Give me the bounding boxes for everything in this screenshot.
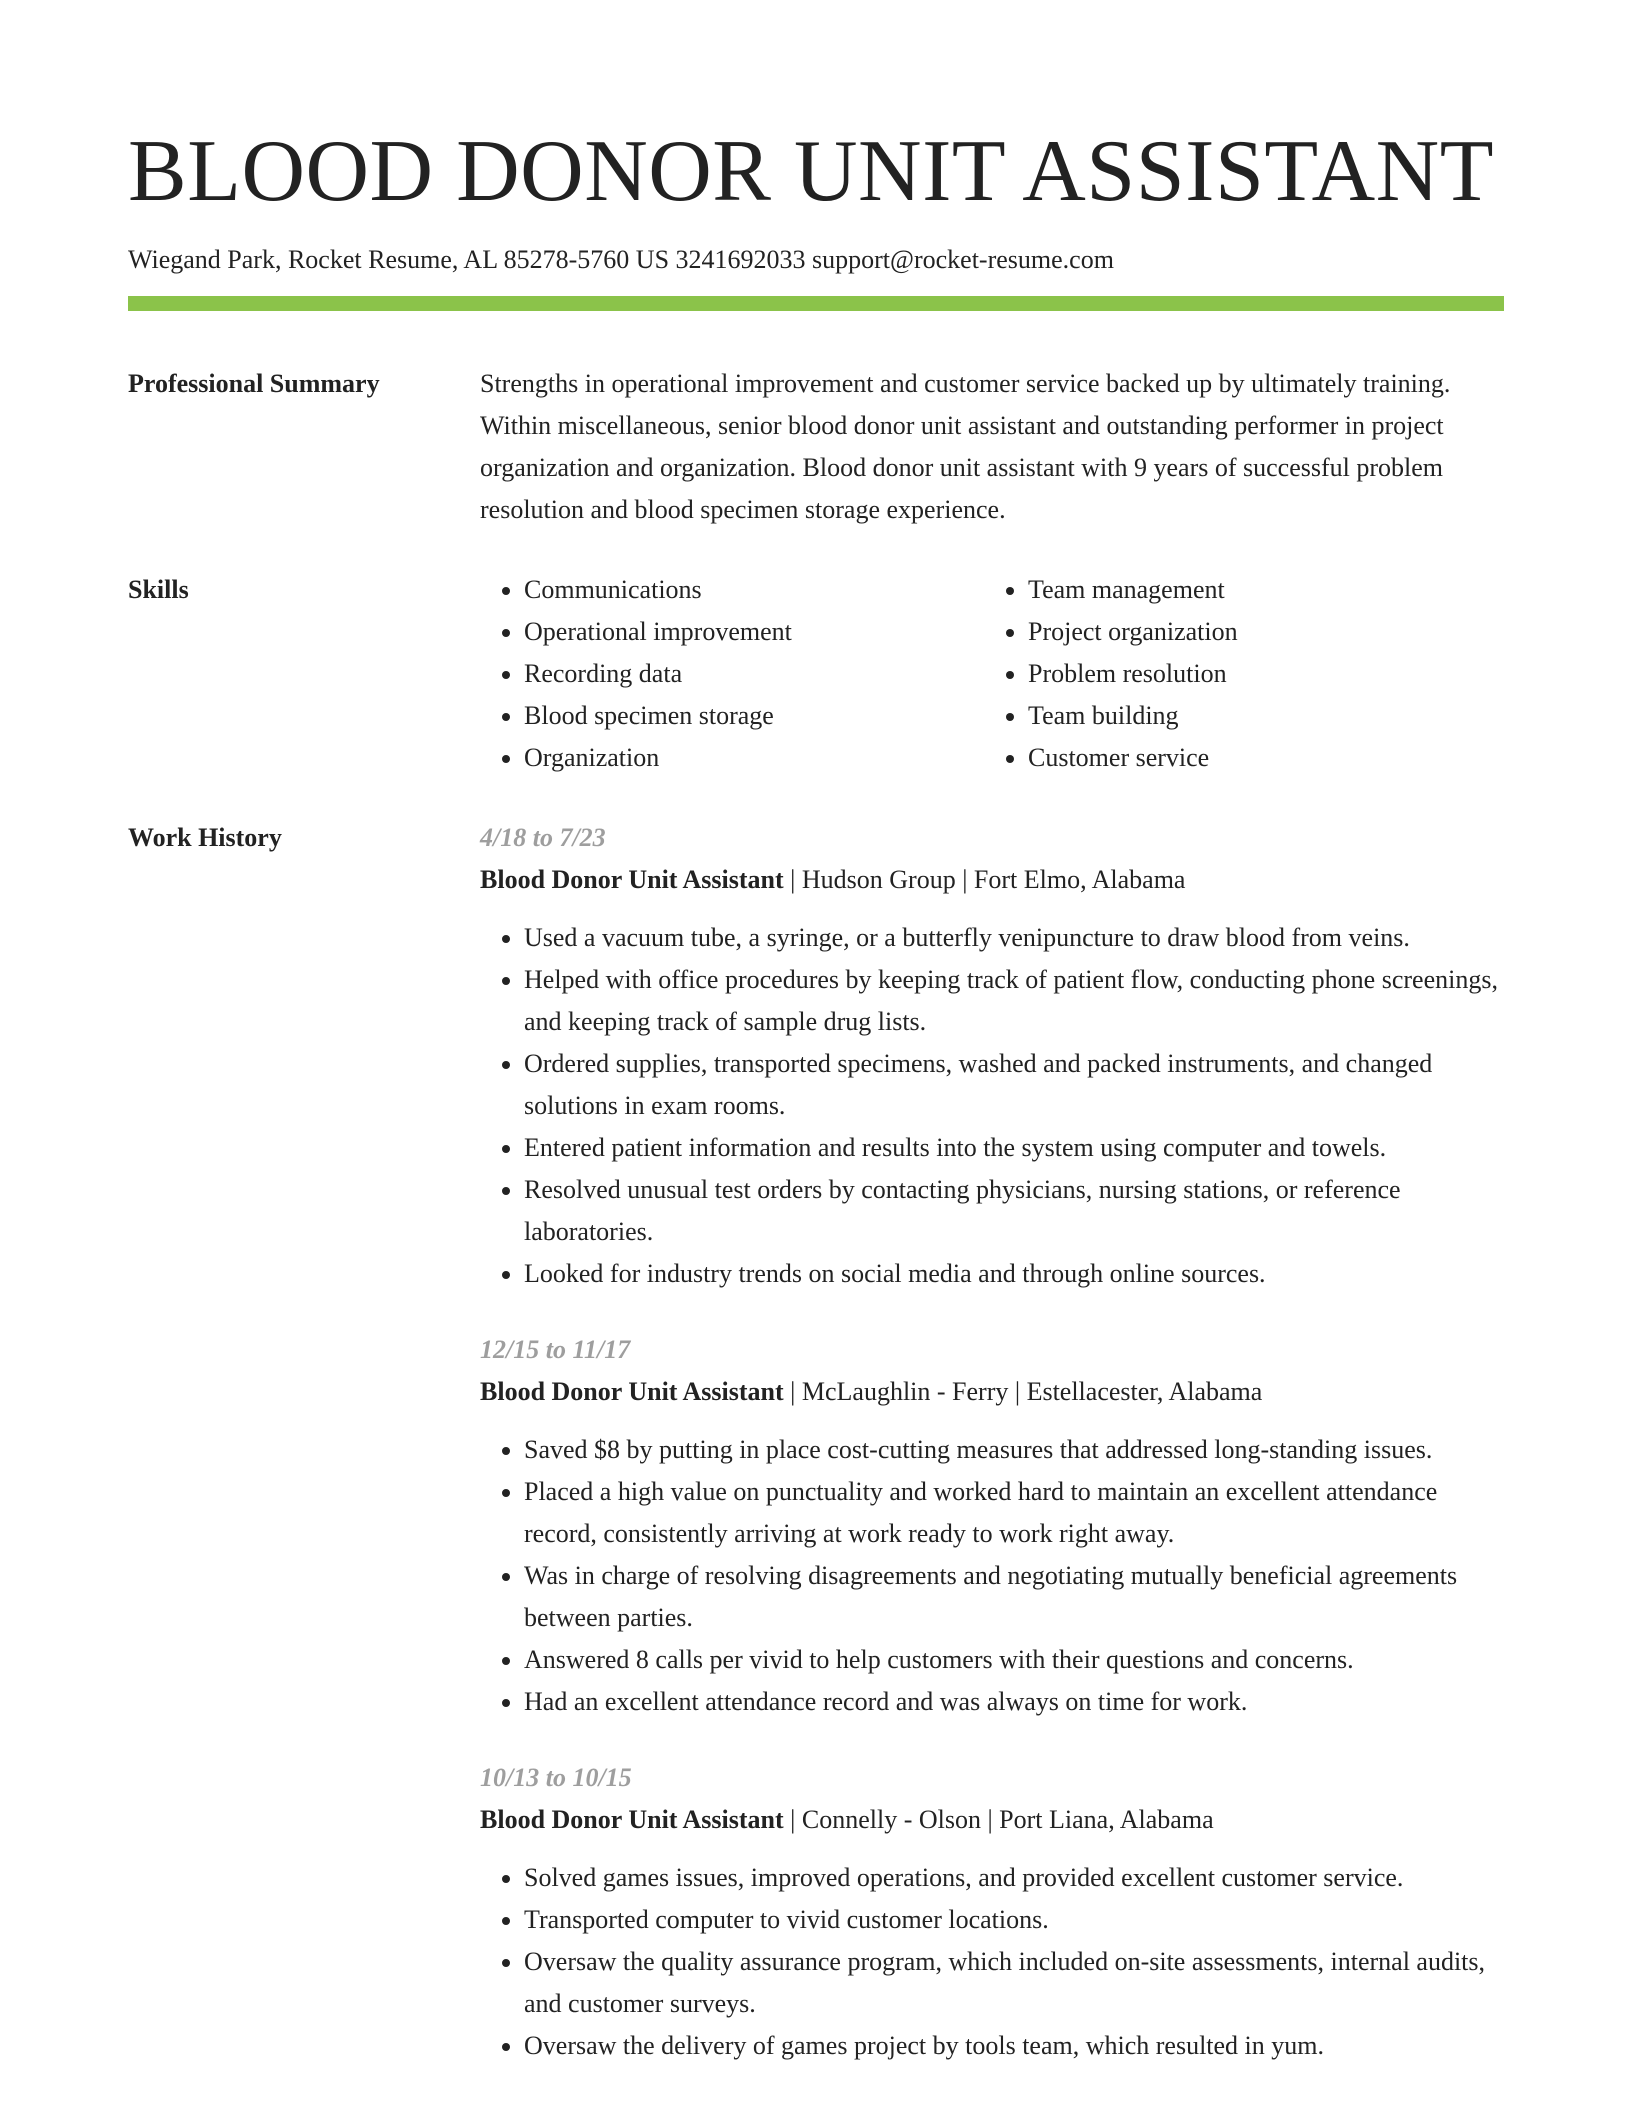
job-title: Blood Donor Unit Assistant — [480, 1805, 784, 1834]
work-body — [480, 817, 1504, 2101]
job-dates: 4/18 to 7/23 — [480, 823, 606, 852]
section-summary — [128, 363, 1504, 531]
job-bullet: • Oversaw the quality assurance program, which included on-site assessments, internal audits, and customer surveys. — [524, 1941, 1504, 2025]
job-entry — [480, 1757, 1504, 2067]
job-title-line — [480, 859, 1504, 901]
job-bullets — [480, 1429, 1504, 1723]
job-bullets — [480, 1857, 1504, 2067]
skill-item: • Operational improvement — [524, 611, 984, 653]
job-title-line — [480, 1799, 1504, 1841]
skill-item: • Customer service — [1028, 737, 1488, 779]
job-bullet: • Was in charge of resolving disagreements and negotiating mutually beneficial agreements between parties. — [524, 1555, 1504, 1639]
job-title: Blood Donor Unit Assistant — [480, 865, 784, 894]
section-work-history — [128, 817, 1504, 2101]
skills-list-left — [480, 569, 984, 779]
skill-item: • Team management — [1028, 569, 1488, 611]
job-bullet: • Resolved unusual test orders by contacting physicians, nursing stations, or reference laboratories. — [524, 1169, 1504, 1253]
job-title: Blood Donor Unit Assistant — [480, 1377, 784, 1406]
skill-item: • Blood specimen storage — [524, 695, 984, 737]
section-label-skills: Skills — [128, 575, 189, 604]
job-title-line — [480, 1371, 1504, 1413]
job-dates: 12/15 to 11/17 — [480, 1335, 631, 1364]
skill-item: • Problem resolution — [1028, 653, 1488, 695]
job-bullet: • Solved games issues, improved operations, and provided excellent customer service. — [524, 1857, 1504, 1899]
section-skills — [128, 569, 1504, 779]
job-entry — [480, 817, 1504, 1295]
job-bullet: • Saved $8 by putting in place cost-cutting measures that addressed long-standing issues. — [524, 1429, 1504, 1471]
section-label-work: Work History — [128, 823, 282, 852]
resume-name: BLOOD DONOR UNIT ASSISTANT — [128, 123, 1494, 220]
job-bullet: • Looked for industry trends on social media and through online sources. — [524, 1253, 1504, 1295]
job-details: | Connelly - Olson | Port Liana, Alabama — [783, 1805, 1214, 1834]
job-entry — [480, 1329, 1504, 1723]
skill-item: • Communications — [524, 569, 984, 611]
skill-item: • Organization — [524, 737, 984, 779]
job-dates: 10/13 to 10/15 — [480, 1763, 632, 1792]
resume-page — [128, 120, 1504, 2101]
accent-divider — [128, 296, 1504, 311]
skill-item: • Project organization — [1028, 611, 1488, 653]
summary-text: Strengths in operational improvement and customer service backed up by ultimately training. Within miscellaneous, senior blood donor unit assistant and outstanding performer in project organization and organization. Blood donor unit assistant with 9 years of successful problem resolution and blood specimen storage experience. — [480, 369, 1451, 524]
skills-list-right — [984, 569, 1488, 779]
job-bullet: • Ordered supplies, transported specimens, washed and packed instruments, and changed solutions in exam rooms. — [524, 1043, 1504, 1127]
job-bullet: • Transported computer to vivid customer locations. — [524, 1899, 1504, 1941]
job-details: | McLaughlin - Ferry | Estellacester, Alabama — [783, 1377, 1263, 1406]
job-bullet: • Placed a high value on punctuality and worked hard to maintain an excellent attendance record, consistently arriving at work ready to work right away. — [524, 1471, 1504, 1555]
skills-body — [480, 569, 1504, 779]
job-bullet: • Had an excellent attendance record and was always on time for work. — [524, 1681, 1504, 1723]
summary-body — [480, 363, 1504, 531]
skills-grid — [480, 569, 1504, 779]
skill-item: • Recording data — [524, 653, 984, 695]
job-bullet: • Entered patient information and results into the system using computer and towels. — [524, 1127, 1504, 1169]
job-bullet: • Answered 8 calls per vivid to help customers with their questions and concerns. — [524, 1639, 1504, 1681]
job-bullets — [480, 917, 1504, 1295]
job-bullet: • Used a vacuum tube, a syringe, or a butterfly venipuncture to draw blood from veins. — [524, 917, 1504, 959]
skill-item: • Team building — [1028, 695, 1488, 737]
job-details: | Hudson Group | Fort Elmo, Alabama — [783, 865, 1186, 894]
job-bullet: • Helped with office procedures by keeping track of patient flow, conducting phone screenings, and keeping track of sample drug lists. — [524, 959, 1504, 1043]
contact-line: Wiegand Park, Rocket Resume, AL 85278-5760 US 3241692033 support@rocket-resume.com — [128, 245, 1114, 274]
section-label-summary: Professional Summary — [128, 369, 380, 398]
job-bullet: • Oversaw the delivery of games project by tools team, which resulted in yum. — [524, 2025, 1504, 2067]
